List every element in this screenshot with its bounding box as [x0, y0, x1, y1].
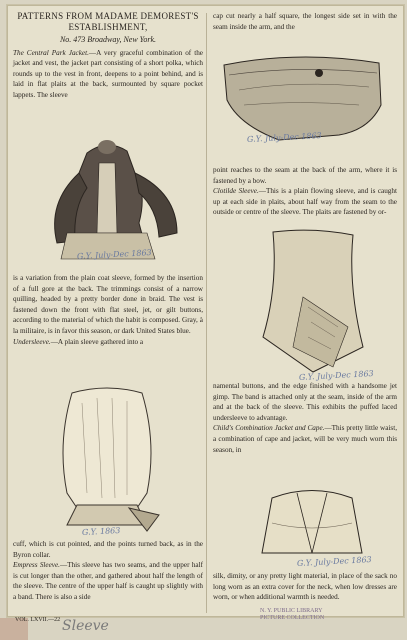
page-subtitle: No. 473 Broadway, New York. [59, 35, 157, 44]
undersleeve-heading: Undersleeve. [13, 337, 51, 346]
central-park-jacket-body: —A very graceful combination of the jacket and vest, the jacket part consisting of a short polka, which rounds up to the vest in front, deepens to a point behind, and is laid in flat plaits at the back, surmounted by square pocket lappets. The sleeve [13, 48, 203, 99]
volume-footer: VOL. LXVII.—22 [15, 617, 61, 623]
empress-sleeve-text [13, 560, 203, 602]
handwritten-note-3: G.Y. 1863 [81, 526, 121, 537]
magazine-page [6, 4, 405, 623]
page-title: PATTERNS FROM MADAME DEMOREST'S ESTABLISHMENT, [17, 11, 199, 32]
library-stamp [260, 608, 324, 622]
handwritten-note-2: G.Y. July-Dec 1863 [246, 131, 322, 144]
handwritten-note-1: G.Y. July-Dec 1863 [76, 248, 152, 261]
undersleeve-text [13, 337, 203, 348]
empress-sleeve-illustration [219, 45, 389, 145]
clotilde-sleeve-continued: namental buttons, and the edge finished with a handsome jet gimp. The band is attached only at the seam, inside of the arm and at the back of the sleeve. This exhibits the puffed laced undersleeve to advantage. [213, 382, 397, 422]
right-column-bottom [213, 571, 397, 603]
sleeve-variation-text: is a variation from the plain coat sleeve, formed by the insertion of a full gore at the back. The trimmings consist of a narrow quilling, headed by a pretty border done in braid. The vest is fastened down the front with flat steel, jet, or gilt buttons, according to the material of which the habit is composed. Gray, à la militaire, is in favor this season, or dark United States blue. [13, 274, 203, 335]
handwritten-note-5: G.Y. July-Dec 1863 [296, 555, 372, 568]
clotilde-sleeve-heading: Clotilde Sleeve. [213, 187, 259, 196]
library-stamp-line2: PICTURE COLLECTION [260, 615, 325, 621]
clotilde-sleeve-illustration [253, 227, 373, 377]
left-column-continued [13, 273, 203, 347]
central-park-jacket-heading: The Central Park Jacket. [13, 48, 89, 57]
undersleeve-illustration [47, 383, 167, 533]
clotilde-sleeve-body: —This is a plain flowing sleeve, and is caught up at each side in plaits, about half way from the seam to the outside or centre of the sleeve. The plaits are fastened by or- [213, 187, 397, 217]
child-jacket-text [213, 423, 397, 455]
child-jacket-body: —This pretty little waist, a combination of cape and jacket, will be very much worn this season, in [213, 424, 398, 454]
right-column-middle [213, 165, 397, 218]
undersleeve-cuff-text: cuff, which is cut pointed, and the points turned back, as in the Byron collar. [13, 540, 203, 559]
clotilde-sleeve-text [213, 186, 397, 218]
right-column-lower [213, 381, 397, 455]
handwritten-note-4: G.Y. July-Dec 1863 [298, 369, 374, 382]
column-divider [206, 13, 207, 613]
central-park-jacket-illustration [27, 133, 197, 263]
undersleeve-body: —A plain sleeve gathered into a [50, 337, 144, 346]
central-park-jacket-text [13, 48, 203, 101]
left-column [13, 11, 203, 101]
child-jacket-heading: Child's Combination Jacket and Cape. [213, 424, 325, 433]
left-column-bottom [13, 539, 203, 603]
empress-sleeve-body: —This sleeve has two seams, and the upper half is cut longer than the other, and gathered about half the length of the sleeve. The centre of the upper half is caught up slightly with a band. There is also a side [13, 561, 203, 601]
library-stamp-line1: N. Y. PUBLIC LIBRARY [260, 608, 323, 614]
empress-sleeve-heading: Empress Sleeve. [13, 561, 60, 570]
child-jacket-illustration [257, 483, 367, 563]
right-column [213, 11, 397, 32]
empress-sleeve-continued: cap cut nearly a half square, the longest side set in with the seam inside the arm, and the [213, 12, 397, 31]
child-jacket-continued: silk, dimity, or any pretty light material, in place of the sack no long worn as an extra cover for the neck, when low dresses are worn, or when additional warmth is needed. [213, 572, 397, 602]
handwritten-category-label: Sleeve [62, 618, 109, 634]
empress-sleeve-bow-text: point reaches to the seam at the back of the arm, where it is fastened by a bow. [213, 166, 397, 185]
